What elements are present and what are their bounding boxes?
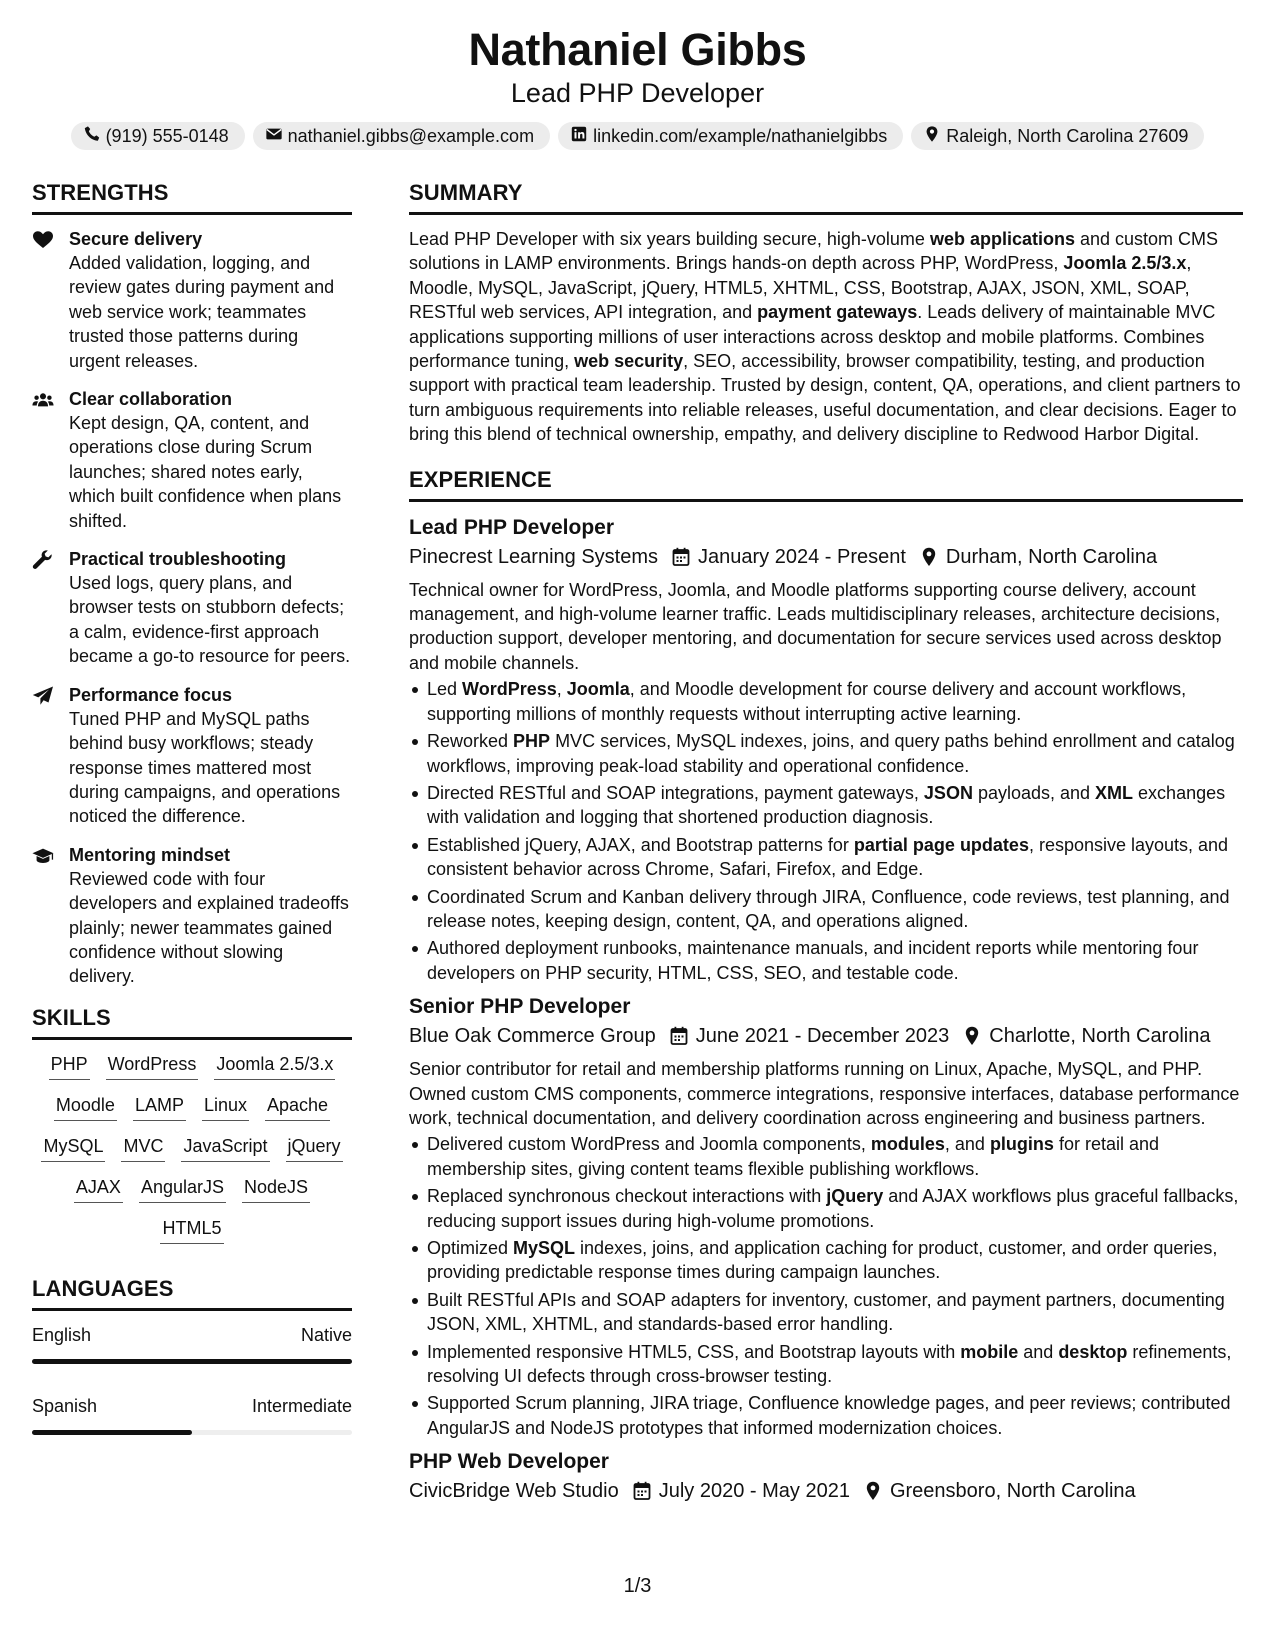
text-run: refinements, resolving UI defects through cross-browser testing. — [427, 1341, 1232, 1387]
language-proficiency-bar — [32, 1359, 352, 1364]
job-company: Pinecrest Learning Systems — [409, 545, 659, 568]
job-location: Greensboro, North Carolina — [889, 1480, 1136, 1503]
emphasis-text: PHP — [513, 731, 551, 752]
emphasis-text: payment gateways — [757, 302, 918, 323]
strength-description: Tuned PHP and MySQL paths behind busy workflows; steady response times mattered most during campaigns, and operations noticed the difference. — [69, 708, 341, 827]
text-run: , SEO, accessibility, browser compatibility, testing, and production support with practical team leadership. Trusted by design, content, QA, operations, and client partners to turn ambiguous requirements into reliable releases, useful documentation, and clear decisions. Eager to bring this blend of technical ownership, empathy, and delivery discipline to Redwood Harbor Digital. — [409, 351, 1241, 445]
job-bullet — [409, 936, 1243, 985]
text-run: and — [1018, 1341, 1059, 1362]
job-entry — [409, 1448, 1243, 1506]
language-proficiency-fill — [32, 1359, 352, 1364]
contact-location[interactable] — [911, 122, 1204, 150]
linkedin-icon — [570, 125, 588, 148]
strength-title: Mentoring mindset — [69, 844, 230, 865]
text-run: Optimized — [427, 1238, 514, 1258]
text-run: , responsive layouts, and consistent behavior across Chrome, Safari, Firefox, and Edge. — [427, 834, 1229, 880]
phone-icon — [83, 125, 101, 148]
text-run: Authored deployment runbooks, maintenance manuals, and incident reports while mentoring four developers on PHP security, HTML, CSS, SEO, and testable code. — [427, 938, 1199, 983]
left-column — [32, 178, 352, 1465]
contact-email[interactable] — [253, 122, 550, 150]
job-meta — [409, 1476, 1243, 1506]
text-run: and AJAX workflows plus graceful fallbacks, reducing support issues during high-volume promotions. — [427, 1186, 1239, 1231]
strength-description: Used logs, query plans, and browser tests on stubborn defects; a calm, evidence-first approach became a go-to resource for peers. — [69, 573, 351, 667]
job-title: PHP Web Developer — [409, 1450, 609, 1474]
text-run: Built RESTful APIs and SOAP adapters for inventory, customer, and payment partners, documenting JSON, XML, XHTML, and standards-based error handling. — [427, 1289, 1225, 1335]
strength-title: Performance focus — [69, 684, 233, 705]
emphasis-text: WordPress — [462, 679, 557, 700]
skill-tag: PHP — [49, 1052, 90, 1080]
job-entry — [409, 514, 1243, 986]
text-run: Reworked — [427, 731, 514, 752]
emphasis-text: JSON — [923, 782, 973, 803]
text-run: . Leads delivery of maintainable MVC applications supporting millions of user interactions across desktop and mobile platforms. Combines performance tuning, — [409, 302, 1216, 372]
skill-tag: AJAX — [74, 1175, 123, 1203]
job-company: Blue Oak Commerce Group — [409, 1025, 656, 1048]
text-run: Lead PHP Developer with six years building secure, high-volume — [409, 229, 930, 249]
job-description: Technical owner for WordPress, Joomla, and Moodle platforms supporting course delivery, account management, and high-volume learner traffic. Leads multidisciplinary releases, architecture decisions, production support, developer mentoring, and documentation for secure services used across desktop and mobile channels. — [409, 579, 1222, 673]
strength-item — [32, 227, 352, 373]
job-title: Senior PHP Developer — [409, 995, 631, 1019]
job-meta — [409, 542, 1243, 572]
strength-title: Secure delivery — [69, 229, 203, 249]
envelope-icon — [265, 125, 283, 148]
emphasis-text: web applications — [929, 229, 1075, 249]
paper-plane-icon — [32, 683, 55, 829]
text-run: MVC services, MySQL indexes, joins, and query paths behind enrollment and catalog workflows, improving peak-load stability and operational confidence. — [427, 731, 1235, 776]
job-company: CivicBridge Web Studio — [409, 1480, 619, 1503]
job-bullet — [409, 677, 1243, 726]
text-run: Delivered custom WordPress and Joomla components, — [427, 1134, 871, 1155]
contact-email-text: nathaniel.gibbs@example.com — [287, 125, 535, 146]
calendar-icon — [672, 547, 690, 567]
contact-location-text: Raleigh, North Carolina 27609 — [946, 125, 1189, 146]
emphasis-text: web security — [574, 351, 684, 372]
map-pin-icon — [864, 1481, 882, 1501]
strength-description: Kept design, QA, content, and operations close during Scrum launches; shared notes early, which built confidence when plans shifted. — [69, 413, 342, 531]
job-bullet — [409, 729, 1243, 778]
strength-description: Added validation, logging, and review gates during payment and web service work; teammates trusted those patterns during urgent releases. — [69, 253, 335, 371]
emphasis-text: Joomla — [566, 679, 630, 700]
job-bullet — [409, 885, 1243, 934]
calendar-icon — [633, 1481, 651, 1501]
job-bullet — [409, 833, 1243, 882]
text-run: Implemented responsive HTML5, CSS, and Bootstrap layouts with — [427, 1341, 961, 1362]
emphasis-text: modules — [870, 1134, 945, 1155]
skill-tag: JavaScript — [181, 1134, 269, 1162]
wrench-icon — [32, 547, 55, 669]
skill-tag: jQuery — [286, 1134, 343, 1162]
contact-phone[interactable] — [71, 122, 245, 150]
skills-heading: SKILLS — [32, 1003, 352, 1040]
contact-row — [0, 122, 1275, 150]
graduation-cap-icon — [32, 843, 55, 989]
job-bullet — [409, 1132, 1243, 1181]
candidate-name: Nathaniel Gibbs — [468, 24, 807, 75]
language-level: Native — [300, 1324, 352, 1345]
languages-heading: LANGUAGES — [32, 1274, 352, 1311]
resume-header — [0, 24, 1275, 150]
text-run: and custom CMS solutions in LAMP environments. Brings hands-on depth across PHP, WordPress, — [409, 229, 1219, 274]
map-pin-icon — [963, 1026, 981, 1046]
text-run: payloads, and — [972, 782, 1096, 803]
job-dates: January 2024 - Present — [698, 545, 906, 568]
skills-list — [32, 1052, 352, 1244]
languages-list — [32, 1323, 352, 1435]
strength-item — [32, 387, 352, 533]
text-run: indexes, joins, and application caching for product, customer, and order queries, providing predictable response times during campaign launches. — [427, 1238, 1218, 1283]
emphasis-text: partial page updates — [853, 834, 1029, 855]
skill-tag: WordPress — [106, 1052, 199, 1080]
language-name: Spanish — [32, 1395, 98, 1416]
text-run: for retail and membership sites, giving content teams flexible publishing workflows. — [427, 1134, 1159, 1179]
heart-icon — [32, 227, 55, 373]
text-run: , Moodle, MySQL, JavaScript, jQuery, HTML5, XHTML, CSS, Bootstrap, AJAX, JSON, XML, SOAP, RESTful web services, API integration, and — [409, 253, 1192, 323]
job-bullets — [409, 677, 1243, 985]
calendar-icon — [670, 1026, 688, 1046]
right-column — [409, 178, 1243, 1512]
language-proficiency-bar — [32, 1430, 352, 1435]
text-run: Established jQuery, AJAX, and Bootstrap patterns for — [427, 834, 854, 855]
page-indicator: 1/3 — [623, 1575, 652, 1597]
language-item — [32, 1394, 352, 1435]
job-bullet — [409, 1236, 1243, 1285]
skill-tag: HTML5 — [160, 1216, 223, 1244]
text-run: Directed RESTful and SOAP integrations, payment gateways, — [427, 782, 924, 803]
contact-phone-text: (919) 555-0148 — [105, 125, 229, 146]
strength-title: Practical troubleshooting — [69, 549, 287, 570]
candidate-title: Lead PHP Developer — [510, 78, 765, 108]
job-entry — [409, 993, 1243, 1440]
language-level: Intermediate — [251, 1395, 352, 1416]
contact-linkedin[interactable] — [558, 122, 903, 150]
summary-heading: SUMMARY — [409, 178, 1243, 215]
skill-tag: NodeJS — [242, 1175, 310, 1203]
experience-heading: EXPERIENCE — [409, 465, 1243, 502]
job-description: Senior contributor for retail and membership platforms running on Linux, Apache, MySQL, and PHP. Owned custom CMS components, commerce integrations, responsive interfaces, database performance work, technical documentation, and delivery coordination across engineering and business partners. — [409, 1059, 1240, 1128]
job-bullet — [409, 781, 1243, 830]
job-title: Lead PHP Developer — [409, 515, 615, 539]
job-bullet — [409, 1391, 1243, 1440]
job-location: Charlotte, North Carolina — [989, 1025, 1211, 1048]
strength-item — [32, 547, 352, 669]
job-bullet — [409, 1184, 1243, 1233]
skill-tag: Apache — [265, 1093, 330, 1121]
skill-tag: Joomla 2.5/3.x — [214, 1052, 335, 1080]
skill-tag: MySQL — [41, 1134, 105, 1162]
contact-linkedin-text: linkedin.com/example/nathanielgibbs — [593, 125, 888, 146]
emphasis-text: desktop — [1058, 1341, 1128, 1362]
job-location: Durham, North Carolina — [945, 545, 1158, 568]
map-pin-icon — [920, 547, 938, 567]
job-bullet — [409, 1340, 1243, 1389]
summary-text — [409, 227, 1243, 447]
users-icon — [32, 387, 55, 533]
text-run: , and — [944, 1134, 990, 1155]
language-proficiency-fill — [32, 1430, 192, 1435]
language-name: English — [32, 1324, 92, 1345]
text-run: exchanges with validation and logging that shortened production diagnosis. — [427, 782, 1226, 828]
text-run: Supported Scrum planning, JIRA triage, Confluence knowledge pages, and peer reviews; contributed AngularJS and NodeJS prototypes that informed modernization choices. — [427, 1393, 1231, 1438]
skill-tag: LAMP — [133, 1093, 186, 1121]
skill-tag: Moodle — [54, 1093, 117, 1121]
emphasis-text: plugins — [989, 1134, 1054, 1155]
job-dates: June 2021 - December 2023 — [695, 1025, 950, 1048]
job-meta — [409, 1021, 1243, 1051]
emphasis-text: MySQL — [513, 1238, 576, 1258]
strength-item — [32, 843, 352, 989]
language-item — [32, 1323, 352, 1364]
skill-tag: MVC — [121, 1134, 165, 1162]
emphasis-text: mobile — [960, 1341, 1019, 1362]
emphasis-text: Joomla 2.5/3.x — [1063, 253, 1187, 274]
strength-item — [32, 683, 352, 829]
text-run: , — [556, 679, 567, 700]
job-bullets — [409, 1132, 1243, 1440]
emphasis-text: XML — [1095, 782, 1134, 803]
text-run: , and Moodle development for course delivery and account workflows, supporting millions of monthly requests without interrupting active learning. — [427, 679, 1187, 724]
skill-tag: Linux — [202, 1093, 249, 1121]
map-pin-icon — [923, 125, 941, 148]
text-run: Led — [427, 679, 463, 700]
job-dates: July 2020 - May 2021 — [658, 1480, 850, 1503]
strength-description: Reviewed code with four developers and explained tradeoffs plainly; newer teammates gained confidence without slowing delivery. — [69, 868, 349, 987]
text-run: Replaced synchronous checkout interactions with — [427, 1186, 827, 1207]
strengths-heading: STRENGTHS — [32, 178, 352, 215]
emphasis-text: jQuery — [826, 1186, 884, 1207]
text-run: Coordinated Scrum and Kanban delivery through JIRA, Confluence, code reviews, test planning, and release notes, keeping design, content, QA, and operations aligned. — [427, 886, 1230, 931]
strength-title: Clear collaboration — [69, 389, 233, 410]
job-bullet — [409, 1288, 1243, 1337]
skill-tag: AngularJS — [139, 1175, 226, 1203]
